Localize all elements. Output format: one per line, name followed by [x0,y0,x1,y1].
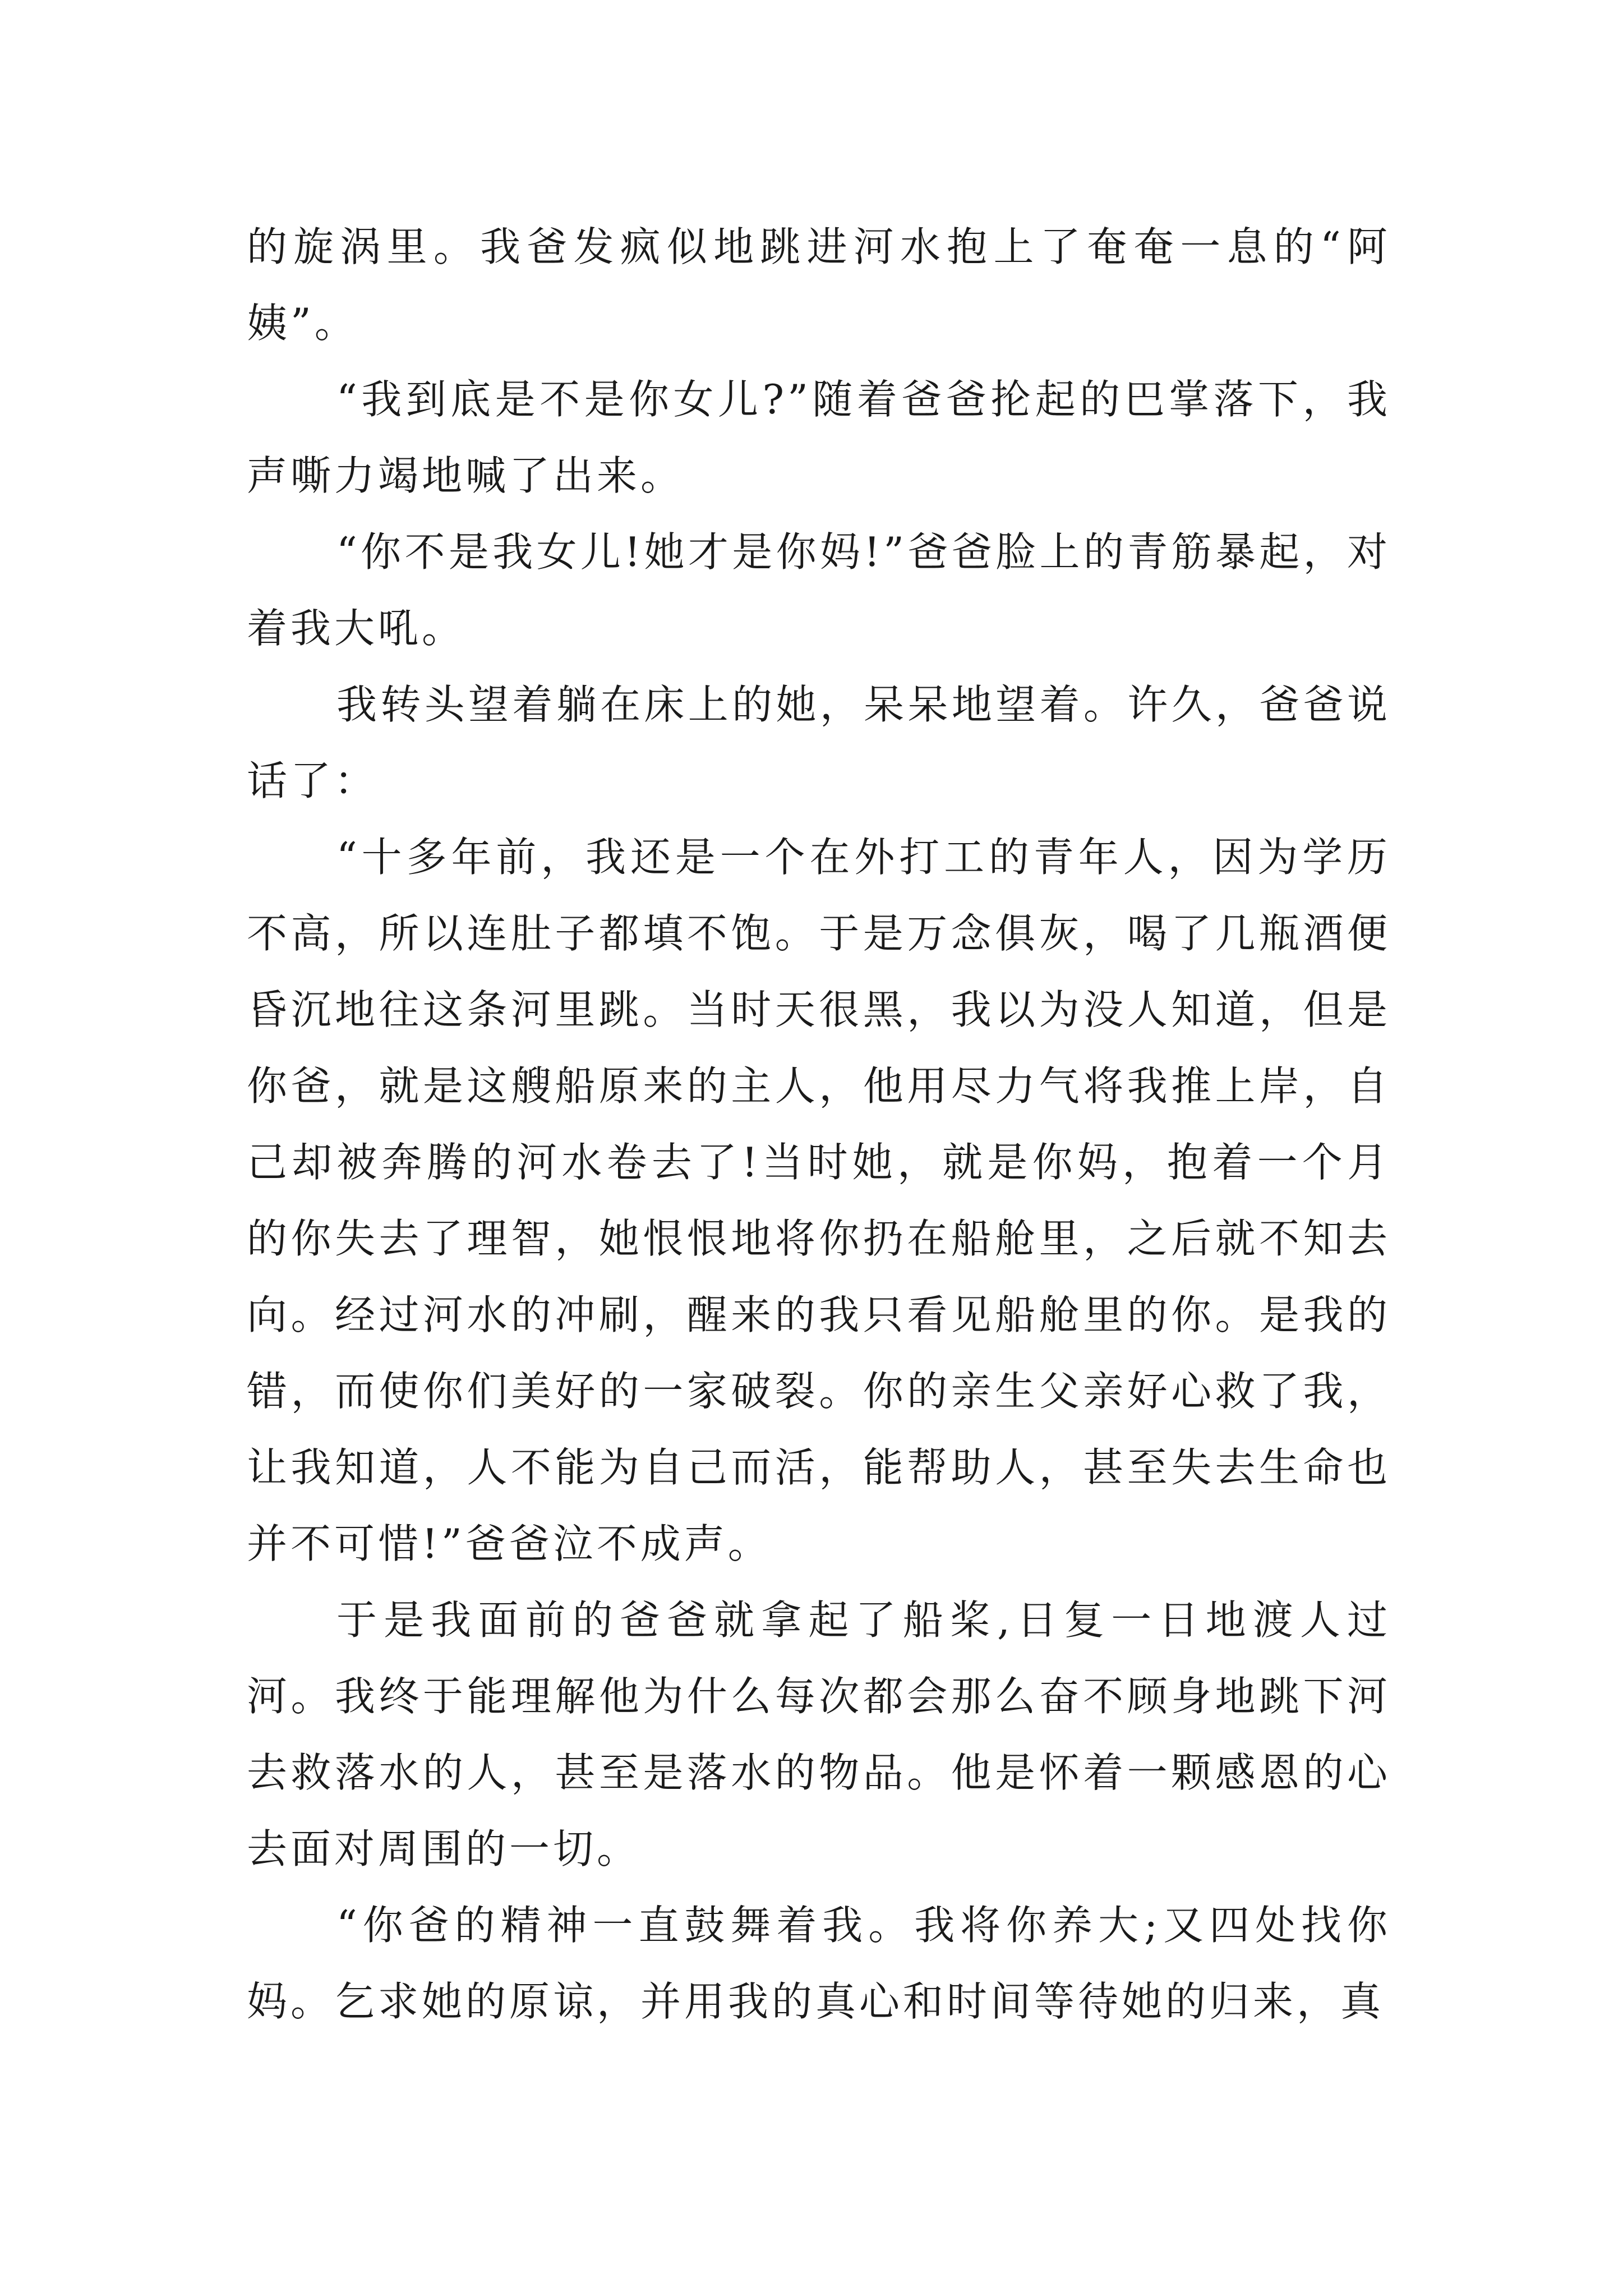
paragraph: “十多年前，我还是一个在外打工的青年人，因为学历不高，所以连肚子都填不饱。于是万念俱灰，喝了几瓶酒便昏沉地往这条河里跳。当时天很黑，我以为没人知道，但是你爸，就是这艘船原来的主人，他用尽力气将我推上岸，自己却被奔腾的河水卷去了!当时她，就是你妈，抱着一个月的你失去了理智，她恨恨地将你扔在船舱里，之后就不知去向。经过河水的冲刷，醒来的我只看见船舱里的你。是我的错，而使你们美好的一家破裂。你的亲生父亲好心救了我，让我知道，人不能为自己而活，能帮助人，甚至失去生命也并不可惜!”爸爸泣不成声。 [247,834,1391,1567]
paragraph: 的旋涡里。我爸发疯似地跳进河水抱上了奄奄一息的“阿姨”。 [247,223,1391,347]
paragraph: “我到底是不是你女儿?”随着爸爸抡起的巴掌落下，我声嘶力竭地喊了出来。 [247,376,1391,499]
paragraph: “你爸的精神一直鼓舞着我。我将你养大;又四处找你妈。乞求她的原谅，并用我的真心和时间等待她的归来，真 [247,1902,1391,2025]
paragraph: 于是我面前的爸爸就拿起了船桨,日复一日地渡人过河。我终于能理解他为什么每次都会那么奋不顾身地跳下河去救落水的人，甚至是落水的物品。他是怀着一颗感恩的心去面对周围的一切。 [247,1596,1391,1872]
paragraph: 我转头望着躺在床上的她，呆呆地望着。许久，爸爸说话了： [247,681,1391,804]
document-body [247,209,1391,2040]
paragraph: “你不是我女儿!她才是你妈!”爸爸脸上的青筋暴起，对着我大吼。 [247,528,1391,652]
